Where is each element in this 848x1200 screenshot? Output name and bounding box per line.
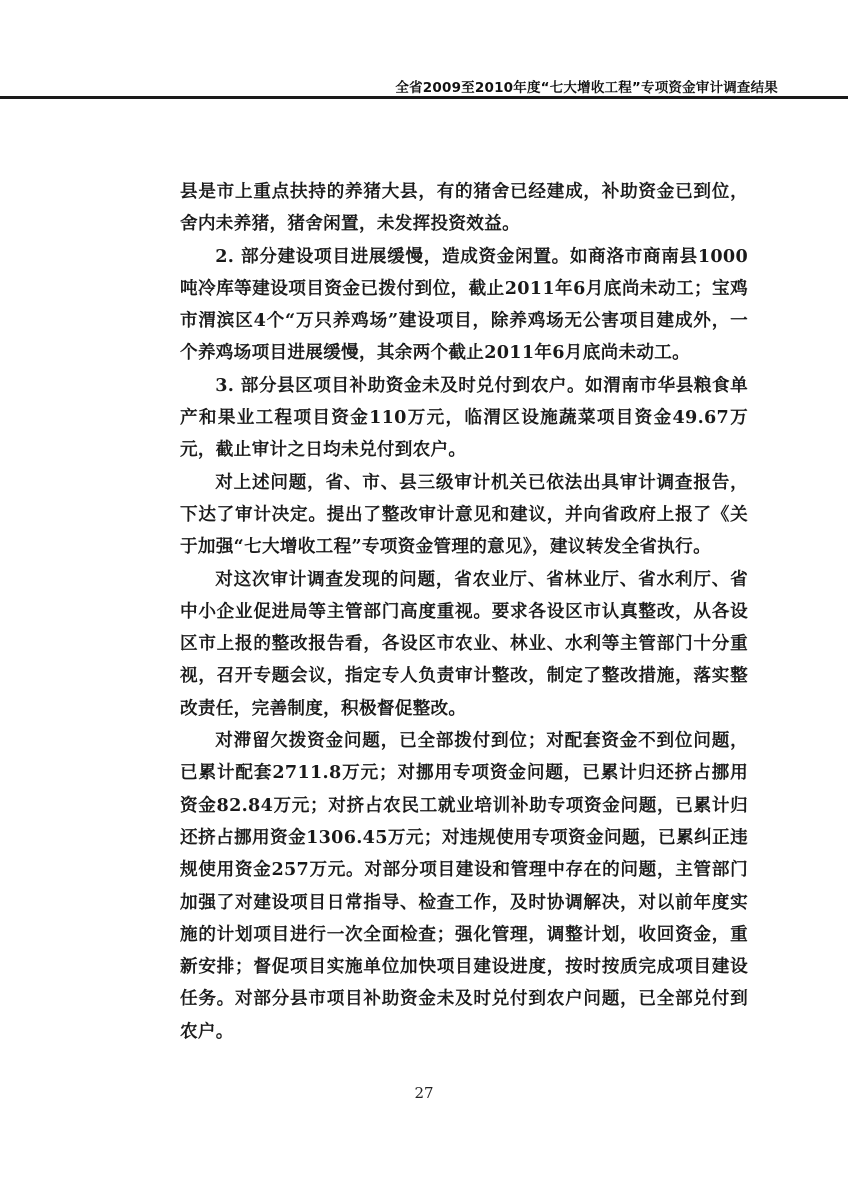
paragraph-6: 对滞留欠拨资金问题，已全部拨付到位；对配套资金不到位问题，已累计配套2711.8万元；对挪用专项资金问题，已累计归还挤占挪用资金82.84万元；对挤占农民工就业培训补助专项资金问题，已累计归还挤占挪用资金1306.45万元；对违规使用专项资金问题，已累纠正违规使用资金257万元。对部分项目建设和管理中存在的问题，主管部门加强了对建设项目日常指导、检查工作，及时协调解决，对以前年度实施的计划项目进行一次全面检查；强化管理，调整计划，收回资金，重新安排；督促项目实施单位加快项目建设进度，按时按质完成项目建设任务。对部分县市项目补助资金未及时兑付到农户问题，已全部兑付到农户。 xyxy=(180,730,748,1042)
paragraph-3: 3. 部分县区项目补助资金未及时兑付到农户。如渭南市华县粮食单产和果业工程项目资金110万元，临渭区设施蔬菜项目资金49.67万元，截止审计之日均未兑付到农户。 xyxy=(180,374,748,461)
paragraph-4: 对上述问题，省、市、县三级审计机关已依法出具审计调查报告，下达了审计决定。提出了整改审计意见和建议，并向省政府上报了《关于加强“七大增收工程”专项资金管理的意见》，建议转发全省执行。 xyxy=(180,471,748,558)
running-header-title: 全省2009至2010年度“七大增收工程”专项资金审计调查结果 xyxy=(395,80,778,96)
paragraph-2: 2. 部分建设项目进展缓慢，造成资金闲置。如商洛市商南县1000吨冷库等建设项目资金已拨付到位，截止2011年6月底尚未动工；宝鸡市渭滨区4个“万只养鸡场”建设项目，除养鸡场无公害项目建成外，一个养鸡场项目进展缓慢，其余两个截止2011年6月底尚未动工。 xyxy=(180,245,748,364)
header-rule xyxy=(0,96,848,99)
body-text xyxy=(180,176,748,1048)
page-number: 27 xyxy=(414,1084,434,1102)
paragraph-1: 县是市上重点扶持的养猪大县，有的猪舍已经建成，补助资金已到位，舍内未养猪，猪舍闲置，未发挥投资效益。 xyxy=(180,181,748,235)
paragraph-5: 对这次审计调查发现的问题，省农业厅、省林业厅、省水利厅、省中小企业促进局等主管部门高度重视。要求各设区市认真整改，从各设区市上报的整改报告看，各设区市农业、林业、水利等主管部门十分重视，召开专题会议，指定专人负责审计整改，制定了整改措施，落实整改责任，完善制度，积极督促整改。 xyxy=(180,568,748,719)
